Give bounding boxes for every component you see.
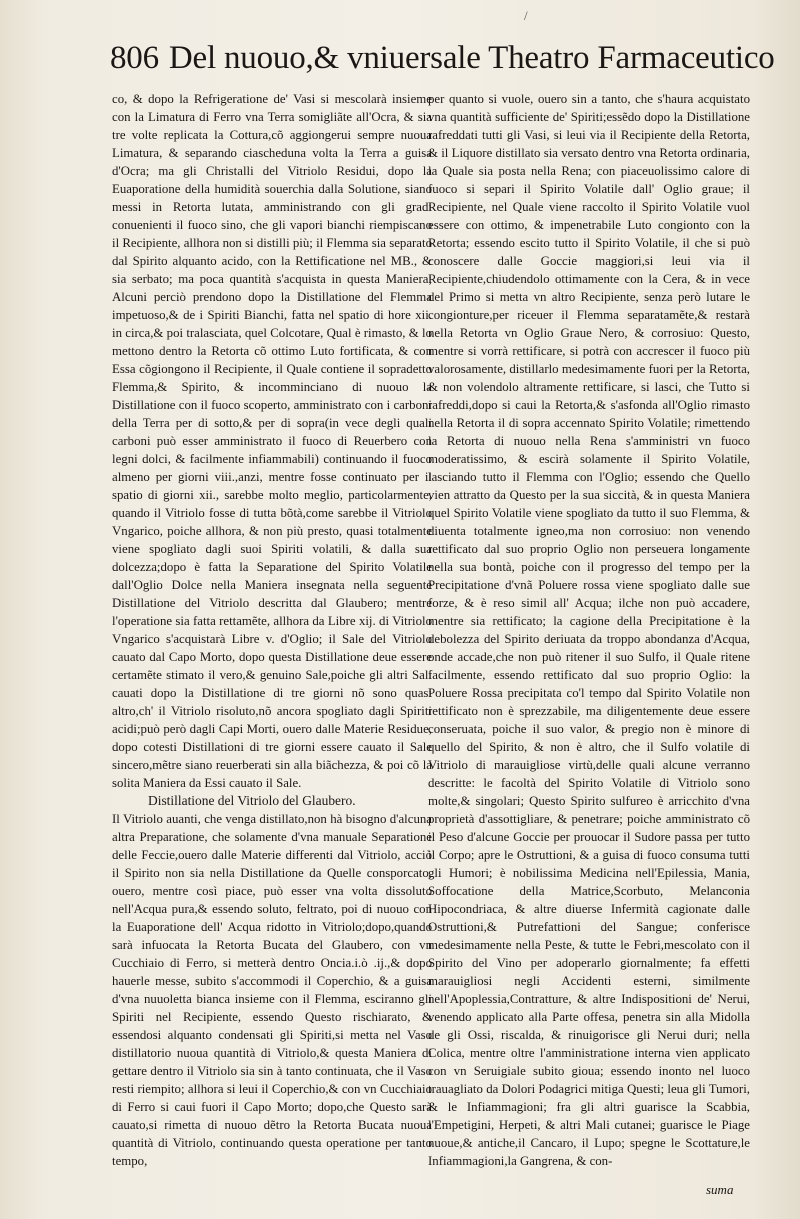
right-paragraph-1: per quanto si vuole, ouero sin a tanto, che s'haura acquistato vna quantità sufficiente de' Spiriti;essẽdo dopo la Distillatione rafreddati tutti gli Vasi, si leui via il Recipiente della Retorta, & il Liquore distillato sia versato dentro vna Retorta ordinaria, la Quale sia posta nella Rena; con piaceuolissimo calore di fuoco si separi il Spirito Volatile dall' Oglio graue; il Recipiente, nel Quale viene raccolto il Spirito Volatile vuol essere con ottimo, & impenetrabile Luto congionto con la Retorta; essendo escito tutto il Spirito Volatile, il che si può conoscere dalle Goccie maggiori,si leui via il Recipiente,chiudendolo ottimamente con la Cera, & in vece del Primo si metta vn altro Recipiente, senza però lutare le congionture,per riceuer il Flemma separatamẽte,& restarà nella Retorta vn Oglio Graue Nero, & corrosiuo: Questo, mentre si vorrà rettificare, si potrà con accrescer il fuoco più valorosamente, distillarlo medesimamente fuori per la Retorta, & non volendolo altramente rettificare, si lasci, che Tutto si rafreddi,dopo si caui la Retorta,& s'asfonda all'Oglio rimasto nella Retorta il di sopra accennato Spirito Volatile; rimettendo la Retorta di nuouo nella Rena s'amministri vn fuoco moderatissimo, & escirà solamente il Spirito Volatile, lasciando tutto il Flemma con l'Oglio; essendo che Quello vien attratto da Questo per la sua siccità, & in questa Maniera quel Spirito Volatile viene spogliato da tutto il suo Flemma, & diuenta totalmente igneo,ma non corrosiuo: non venendo rettificato dal suo proprio Oglio non perseuera longamente nella sua bontà, poiche con il progresso del tempo per la Precipitatione d'vnã Poluere rossa viene spogliato dalle sue forze, & è reso simil all' Acqua; ilche non può accadere, mentre sia rettificato; la cagione della Precipitatione è la debolezza del Spirito deriuata da troppo abondanza d'Acqua, onde accade,che non può ritener il suo Sulfo, il Quale ritene facilmente, essendo rettificato dal suo proprio Oglio: la Poluere Rossa precipitata co'l tempo dal Spirito Volatile non rettificato non è sprezzabile, ma diligentemente deue essere conseruata, poiche il suo valor, & pregio non è minore di quello del Spirito, & non è altro, che il Sulfo volatile di Vitriolo di marauigliose virtù,delle quali alcune verranno descritte: le facoltà del Spirito Volatile di Vitriolo sono molte,& singolari; Questo Spirito sulfureo è arricchito d'vna proprietà d'assottigliare, & penetrare; poiche amministrato cõ il Peso d'alcune Goccie per prouocar il Sudore passa per tutto il Corpo; apre le Ostruttioni, & a guisa di fuoco consuma tutti gli Humori; è nobilissima Medicina nell'Epilessia, Mania, Soffocatione della Matrice,Scorbuto, Melanconia Hipocondriaca, & altre diuerse Infermità cagionate dalle Ostruttioni,& Putrefattioni del Sangue; conferisce medesimamente nella Peste, & tutte le Febri,mescolato con il Spirito del Vino per adoperarlo giornalmente; fa effetti marauigliosi negli Accidenti esterni, similmente nell'Apoplessia,Contratture, & altre Indispositioni de' Nerui, venendo applicato alla Parte offesa, penetra sin alla Midolla de gli Ossi, riscalda, & rinuigorisce gli Nerui duri; nella Colica, mentre oltre l'amministratione interna vien applicato con vn Seruigiale subito gioua; essendo inonto nel luoco trauagliato da Dolori Podagrici mitiga Questi; leua gli Tumori, & le Infiammagioni; fra gli altri guarisce la Scabbia, l'Empetigini, Herpeti, & altri Mali cutanei; guarisce le Piage nuoue,& antiche,il Cancaro, il Lupo; spegne le Scottature,le Infiammagioni,la Gangrena, & con- (428, 92, 750, 1168)
catchword: suma (706, 1182, 734, 1197)
left-paragraph-1: co, & dopo la Refrigeratione de' Vasi si mescolarà insieme con la Limatura di Ferro vna Terra somigliãte all'Ocra, & sia tre volte replicata la Cottura,cõ aggiongerui sempre nuoua Limatura, & separando ciascheduna volta la Terra a guisa d'Ocra; ma gli Christalli del Vitriolo Residui, dopo la Euaporatione della humidità souerchia dalla Solutione, siano messi in Retorta lutata, amministrando con gli gradi conuenienti il fuoco sino, che gli vapori bianchi riempiscano il Recipiente, allhora non si distilli più; il Flemma sia separato dal Spirito alquanto acido, con la Rettificatione nel MB., & sia serbato; ma poca quantità s'acquista in questa Maniera; Alcuni perciò prendono dopo la Distillatione del Flemma impetuoso,& de i Spiriti Bianchi, fatta nel spatio di hore xii. in circa,& poi tralasciata, quel Colcotare, Qual è rimasto, & lo mettono dentro la Retorta cõ ottimo Luto fortificata, & con Essa cõgiongono il Recipiente, il Quale contiene il sopradetto Flemma,& Spirito, & incomminciano di nuouo la Distillatione con il fuoco scoperto, amministrato con i carboni della Terra per di sotto,& per di sopra(in vece degli quali carboni può esser amministrato il fuoco di Reuerbero con legni dolci, & facilmente infiammabili) continuando il fuoco almeno per giorni viii.,anzi, mentre fosse continuato per il spatio di giorni xii., sarebbe molto meglio, particolarmente, quando il Vitriolo fosse di tutta bõtà,come sarebbe il Vitriolo Vngarico, poiche allhora, & non più presto, quasi totalmente viene spogliato dagli suoi Spiriti volatili, & dalla sua dolcezza;dopo è fatta la Separatione del Spirito Volatile dall'Oglio Dolce nella Maniera insegnata nella seguente Distillatione del Vitriolo descritta dal Glaubero; mentre l'operatione sia fatta rettamẽte, allhora da Libre xij. di Vitriolo Vngarico s'acquistarà Libre v. d'Oglio; il Sale del Vitriolo cauato dal Capo Morto, dopo questa Distillatione deue essere certamẽte stimato il vero,& genuino Sale,poiche gli altri Sali cauati dopo la Distillatione di tre giorni nõ sono quasi altro,ch' il Vitriolo risoluto,nõ ancora spogliato dagli Spiriti acidi;può però dagli Capi Morti, ouero dalle Materie Residue, dopo cotesti Distillationi di tre giorni essere cauato il Sale sincero,mẽtre siano reuerberati sin alla biãchezza, & poi cõ la solita Maniera da Essi cauato il Sale. (112, 92, 432, 790)
right-column (428, 90, 750, 1170)
left-paragraph-2: Il Vitriolo auanti, che venga distillato,non hà bisogno d'alcuna altra Preparatione, che solamente d'vna manuale Separatione delle Feccie,ouero dalle Materie differenti dal Vitriolo, acciò il Spirito non sia nella Distillatione da Quelle consporcato, ouero, mentre così piace, può esser vna volta dissoluto nell'Acqua pura,& essendo soluto, feltrato, poi di nuouo con la Euaporatione dell' Acqua ridotto in Vitriolo;dopo,quando sarà infuocata la Retorta Bucata del Glaubero, con vn Cucchiaio di Ferro, si metterà dentro Oncia.i.ò .ij.,& dopo hauerle messe, subito s'accommodi il Coperchio, & a guisa d'vna nuuoletta bianca insieme con il Flemma, esciranno gli Spiriti nel Recipiente, essendo Questo rischiarato, & essendosi alquanto condensati gli Spiriti,si metta nel Vaso distillatorio nuoua quantità di Vitriolo,& questa Maniera di gettare dentro il Vitriolo sia sin à tanto continuata, che il Vaso resti riempito; allhora si leui il Coperchio,& con vn Cucchiaio di Ferro si caui fuori il Capo Morto; dopo,che Questo sarà cauato,si rimetta di nuouo dẽtro la Retorta Bucata nuoua quantità di Vitriolo, continuando questa operatione per tanto tempo, (112, 812, 432, 1168)
running-head (110, 34, 775, 82)
margin-mark: / (524, 8, 528, 23)
left-column (112, 90, 432, 1170)
running-title: Del nuouo,& vniuersale Theatro Farmaceutico (168, 40, 775, 76)
page-number: 806 (110, 40, 159, 76)
section-heading: Distillatione del Vitriolo del Glaubero. (148, 793, 356, 808)
